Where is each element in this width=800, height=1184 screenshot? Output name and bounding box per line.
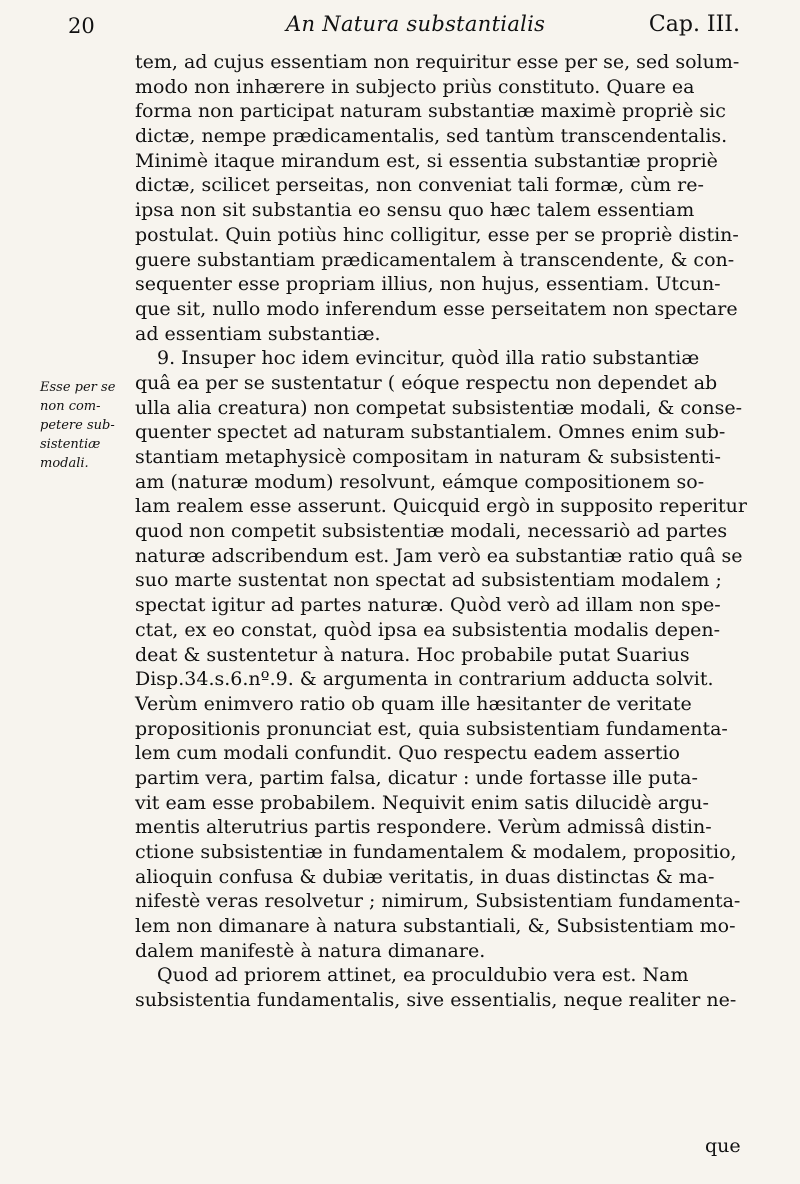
text-line: ctione subsistentiæ in fundamentalem & modalem, propositio, <box>135 841 737 863</box>
text-line: ulla alia creatura) non competat subsistentiæ modali, & conse- <box>135 396 743 419</box>
margin-note-line: petere sub- <box>40 418 115 433</box>
text-line: subsistentia fundamentalis, sive essentialis, neque realiter ne- <box>135 989 737 1012</box>
text-line: tem, ad cujus essentiam non requiritur esse per se, sed solum- <box>135 51 740 73</box>
text-line: propositionis pronunciat est, quia subsistentiam fundamenta- <box>135 717 728 740</box>
margin-note-line: non com- <box>40 399 101 414</box>
running-header <box>60 10 740 42</box>
text-line: dalem manifestè à natura dimanare. <box>135 939 486 962</box>
text-line: quenter spectet ad naturam substantialem. Omnes enim sub- <box>135 421 726 444</box>
text-line: dictæ, nempe prædicamentalis, sed tantùm transcendentalis. <box>135 125 728 148</box>
text-line: lem non dimanare à natura substantiali, &, Subsistentiam mo- <box>135 915 736 938</box>
margin-note-line: sistentiæ <box>40 437 101 452</box>
margin-note-line: Esse per se <box>40 380 116 395</box>
text-line: alioquin confusa & dubiæ veritatis, in duas distinctas & ma- <box>135 865 715 888</box>
text-line: Verùm enimvero ratio ob quam ille hæsitanter de veritate <box>135 692 692 715</box>
page-number: 20 <box>68 14 95 38</box>
catchword: que <box>705 1135 741 1157</box>
text-line: partim vera, partim falsa, dicatur : unde fortasse ille puta- <box>135 766 698 789</box>
text-line: am (naturæ modum) resolvunt, eámque compositionem so- <box>135 470 705 493</box>
text-line: Quod ad priorem attinet, ea proculdubio vera est. Nam <box>157 964 689 987</box>
text-line: guere substantiam prædicamentalem à transcendente, & con- <box>135 248 735 271</box>
text-line: lam realem esse asserunt. Quicquid ergò in supposito reperitur <box>135 495 747 518</box>
text-line: Minimè itaque mirandum est, si essentia substantiæ propriè <box>135 149 718 172</box>
text-line: naturæ adscribendum est. Jam verò ea substantiæ ratio quâ se <box>135 544 743 567</box>
text-line: vit eam esse probabilem. Nequivit enim satis dilucidè argu- <box>135 791 709 814</box>
chapter-label: Cap. III. <box>648 12 740 37</box>
text-line: forma non participat naturam substantiæ maximè propriè sic <box>135 100 726 123</box>
margin-note-line: modali. <box>40 456 89 471</box>
text-line: quod non competit subsistentiæ modali, necessariò ad partes <box>135 520 728 543</box>
text-line: que sit, nullo modo inferendum esse perseitatem non spectare <box>135 297 738 320</box>
text-line: sequenter esse propriam illius, non hujus, essentiam. Utcun- <box>135 273 721 296</box>
text-line: modo non inhærere in subjecto priùs constituto. Quare ea <box>135 75 695 98</box>
text-line: suo marte sustentat non spectat ad subsistentiam modalem ; <box>135 569 722 592</box>
text-line: ad essentiam substantiæ. <box>135 322 381 345</box>
body-text <box>135 50 750 1013</box>
text-line: Disp.34.s.6.nº.9. & argumenta in contrarium adducta solvit. <box>135 668 714 691</box>
text-line: lem cum modali confundit. Quo respectu eadem assertio <box>135 742 680 765</box>
text-line: deat & sustentetur à natura. Hoc probabile putat Suarius <box>135 643 690 666</box>
text-line: ctat, ex eo constat, quòd ipsa ea subsistentia modalis depen- <box>135 618 721 641</box>
margin-note <box>40 378 125 473</box>
running-title: An Natura substantialis <box>286 12 546 36</box>
text-line: nifestè veras resolvetur ; nimirum, Subsistentiam fundamenta- <box>135 890 741 913</box>
text-line: mentis alterutrius partis respondere. Verùm admissâ distin- <box>135 816 712 839</box>
text-line: dictæ, scilicet perseitas, non conveniat tali formæ, cùm re- <box>135 174 704 197</box>
text-line: quâ ea per se sustentatur ( eóque respectu non dependet ab <box>135 371 718 394</box>
text-line: 9. Insuper hoc idem evincitur, quòd illa ratio substantiæ <box>157 347 700 370</box>
text-line: postulat. Quin potiùs hinc colligitur, esse per se propriè distin- <box>135 223 739 246</box>
text-line: spectat igitur ad partes naturæ. Quòd verò ad illam non spe- <box>135 594 721 617</box>
text-line: stantiam metaphysicè compositam in naturam & subsistenti- <box>135 446 721 468</box>
text-line: ipsa non sit substantia eo sensu quo hæc talem essentiam <box>135 199 695 222</box>
